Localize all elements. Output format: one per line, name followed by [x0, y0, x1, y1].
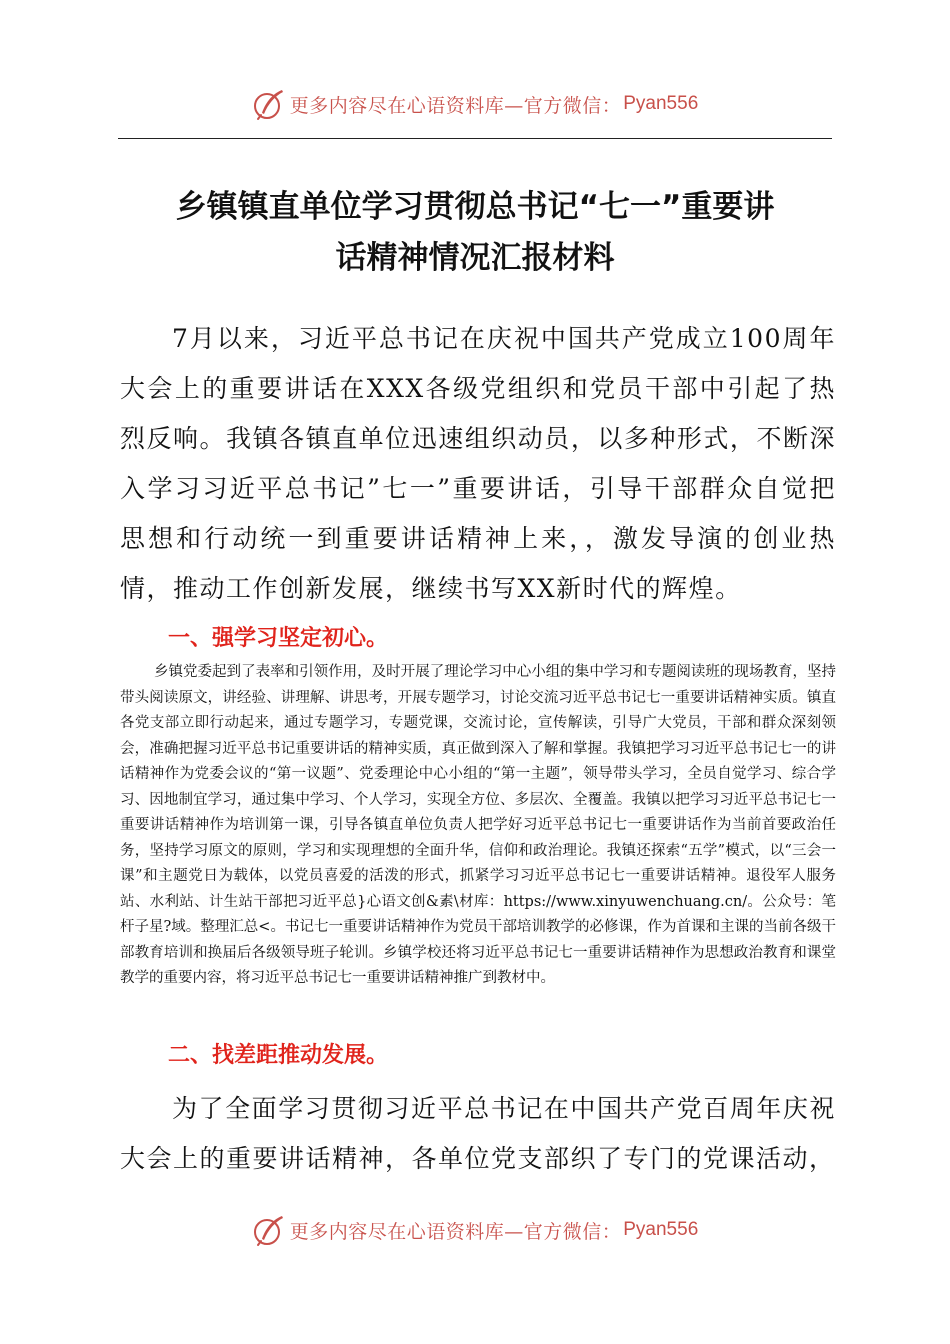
wechat-id: Pyan556	[623, 93, 699, 114]
feather-pen-logo	[252, 87, 286, 121]
footer-banner	[0, 1212, 950, 1248]
banner-text: 更多内容尽在心语资料库—官方微信：	[289, 94, 622, 117]
header-divider	[118, 138, 832, 139]
title-line-1: 乡镇镇直单位学习贯彻总书记“七一”重要讲	[175, 189, 775, 225]
header-banner	[0, 86, 950, 122]
section-1-body: 乡镇党委起到了表率和引领作用，及时开展了理论学习中心小组的集中学习和专题阅读班的现场教育，坚持带头阅读原文，讲经验、讲理解、讲思考，开展专题学习，讨论交流习近平总书记七一重要讲话精神实质。镇直各党支部立即行动起来，通过专题学习，专题党课，交流讨论，宣传解读，引导广大党员，干部和群众深刻领会，准确把握习近平总书记重要讲话的精神实质，真正做到深入了解和掌握。我镇把学习习近平总书记七一的讲话精神作为党委会议的“第一议题”、党委理论中心小组的“第一主题”，领导带头学习，全员自觉学习、综合学习、因地制宜学习，通过集中学习、个人学习，实现全方位、多层次、全覆盖。我镇以把学习习近平总书记七一重要讲话精神作为培训第一课，引导各镇直单位负责人把学好习近平总书记七一重要讲话作为当前首要政治任务，坚持学习原文的原则，学习和实现理想的全面升华，信仰和政治理论。我镇还探索“五学”模式，以“三会一课”和主题党日为载体，以党员喜爱的活泼的形式，抓紧学习习近平总书记七一重要讲话精神。退役军人服务站、水利站、计生站干部把习近平总}心语文创&素\材库：https://www.xinyuwenchuang.cn/。公众号：笔杆子星?域。整理汇总<。书记七一重要讲话精神作为党员干部培训教学的必修课，作为首课和主课的当前各级干部教育培训和换届后各级领导班子轮训。乡镇学校还将习近平总书记七一重要讲话精神作为思想政治教育和课堂教学的重要内容，将习近平总书记七一重要讲话精神推广到教材中。	[120, 664, 836, 986]
document-title	[100, 182, 850, 284]
section-2-body: 为了全面学习贯彻习近平总书记在中国共产党百周年庆祝大会上的重要讲话精神，各单位党支部织了专门的党课活动，	[120, 1094, 836, 1173]
intro-paragraph: 7月以来，习近平总书记在庆祝中国共产党成立100周年大会上的重要讲话在XXX各级党组织和党员干部中引起了热烈反响。我镇各镇直单位迅速组织动员，以多种形式，不断深入学习习近平总书记”七一”重要讲话，引导干部群众自觉把思想和行动统一到重要讲话精神上来，，激发导演的创业热情，推动工作创新发展，继续书写XX新时代的辉煌。	[120, 324, 836, 603]
banner-text: 更多内容尽在心语资料库—官方微信：	[289, 1220, 622, 1243]
feather-pen-logo	[252, 1213, 286, 1247]
section-2-heading: 二、找差距推动发展。	[168, 1043, 389, 1068]
title-line-2: 话精神情况汇报材料	[335, 240, 615, 276]
wechat-id: Pyan556	[623, 1219, 699, 1240]
section-1-heading: 一、强学习坚定初心。	[168, 626, 389, 651]
